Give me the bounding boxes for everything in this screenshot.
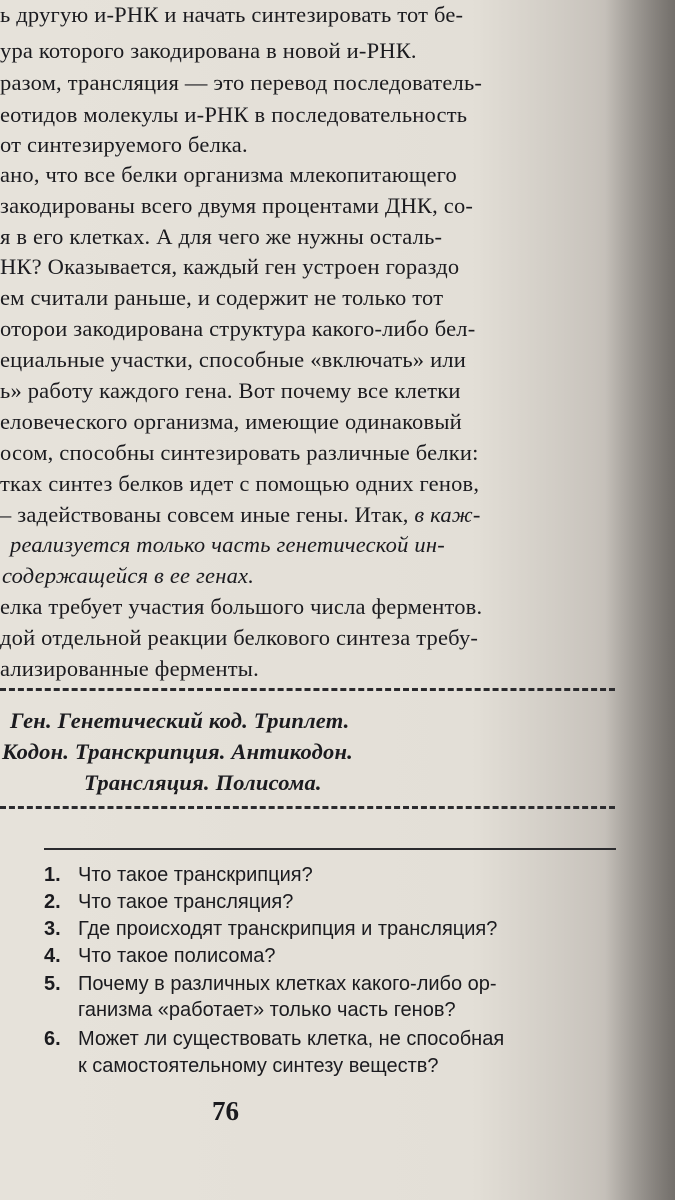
page-edge-shadow [605, 0, 675, 1200]
questions-top-rule [44, 848, 616, 850]
question-text: Что такое трансляция? [78, 891, 294, 913]
keywords-line: Кодон. Транскрипция. Антикодон. [2, 739, 353, 764]
question-text: Может ли существовать клетка, не способная [78, 1028, 505, 1050]
keywords-bottom-dashed-rule [0, 806, 615, 809]
body-line: еловеческого организма, имеющие одинаковый [0, 409, 462, 434]
body-line: ализированные ферменты. [0, 656, 259, 681]
body-line: – задействованы совсем иные гены. Итак, в каж- [0, 502, 481, 527]
question-text-continuation: ганизма «работает» только часть генов? [78, 999, 456, 1021]
body-line: закодированы всего двумя процентами ДНК, со- [0, 193, 474, 218]
body-line: разом, трансляция — это перевод последователь- [0, 70, 483, 95]
question-text: Почему в различных клетках какого-либо ор- [78, 973, 497, 995]
body-line: ь другую и-РНК и начать синтезировать тот бе- [0, 2, 464, 27]
body-line: дой отдельной реакции белкового синтеза требу- [0, 625, 479, 650]
body-line: ано, что все белки организма млекопитающего [0, 162, 457, 187]
keywords-line: Ген. Генетический код. Триплет. [10, 708, 350, 733]
keywords-top-dashed-rule [0, 688, 615, 691]
question-number: 3. [44, 918, 61, 940]
question-number: 2. [44, 891, 61, 913]
question-text: Что такое транскрипция? [78, 864, 313, 886]
body-line-italic: реализуется только часть генетической ин- [10, 532, 445, 557]
body-line: НК? Оказывается, каждый ген устроен гораздо [0, 254, 460, 279]
italic-phrase: в каж- [414, 502, 481, 527]
body-line: оторои закодирована структура какого-либо бел- [0, 316, 476, 341]
question-number: 5. [44, 973, 61, 995]
question-text: Где происходят транскрипция и трансляция? [78, 918, 498, 940]
body-line: елка требует участия большого числа ферментов. [0, 594, 483, 619]
keywords-line: Трансляция. Полисома. [84, 770, 322, 795]
body-line: ура которого закодирована в новой и-РНК. [0, 38, 417, 63]
body-line: ем считали раньше, и содержит не только тот [0, 285, 444, 310]
body-line: от синтезируемого белка. [0, 132, 248, 157]
body-line: осом, способны синтезировать различные белки: [0, 440, 479, 465]
body-line-italic: содержащейся в ее генах. [2, 563, 255, 588]
body-line: я в его клетках. А для чего же нужны осталь- [0, 224, 443, 249]
question-text: Что такое полисома? [78, 945, 276, 967]
question-number: 4. [44, 945, 61, 967]
body-line: еотидов молекулы и-РНК в последовательность [0, 102, 468, 127]
body-line: тках синтез белков идет с помощью одних генов, [0, 471, 480, 496]
question-text-continuation: к самостоятельному синтезу веществ? [78, 1055, 439, 1077]
body-line: ь» работу каждого гена. Вот почему все клетки [0, 378, 461, 403]
question-number: 6. [44, 1028, 61, 1050]
page-number: 76 [212, 1096, 239, 1126]
question-number: 1. [44, 864, 61, 886]
body-line: ециальные участки, способные «включать» или [0, 347, 466, 372]
